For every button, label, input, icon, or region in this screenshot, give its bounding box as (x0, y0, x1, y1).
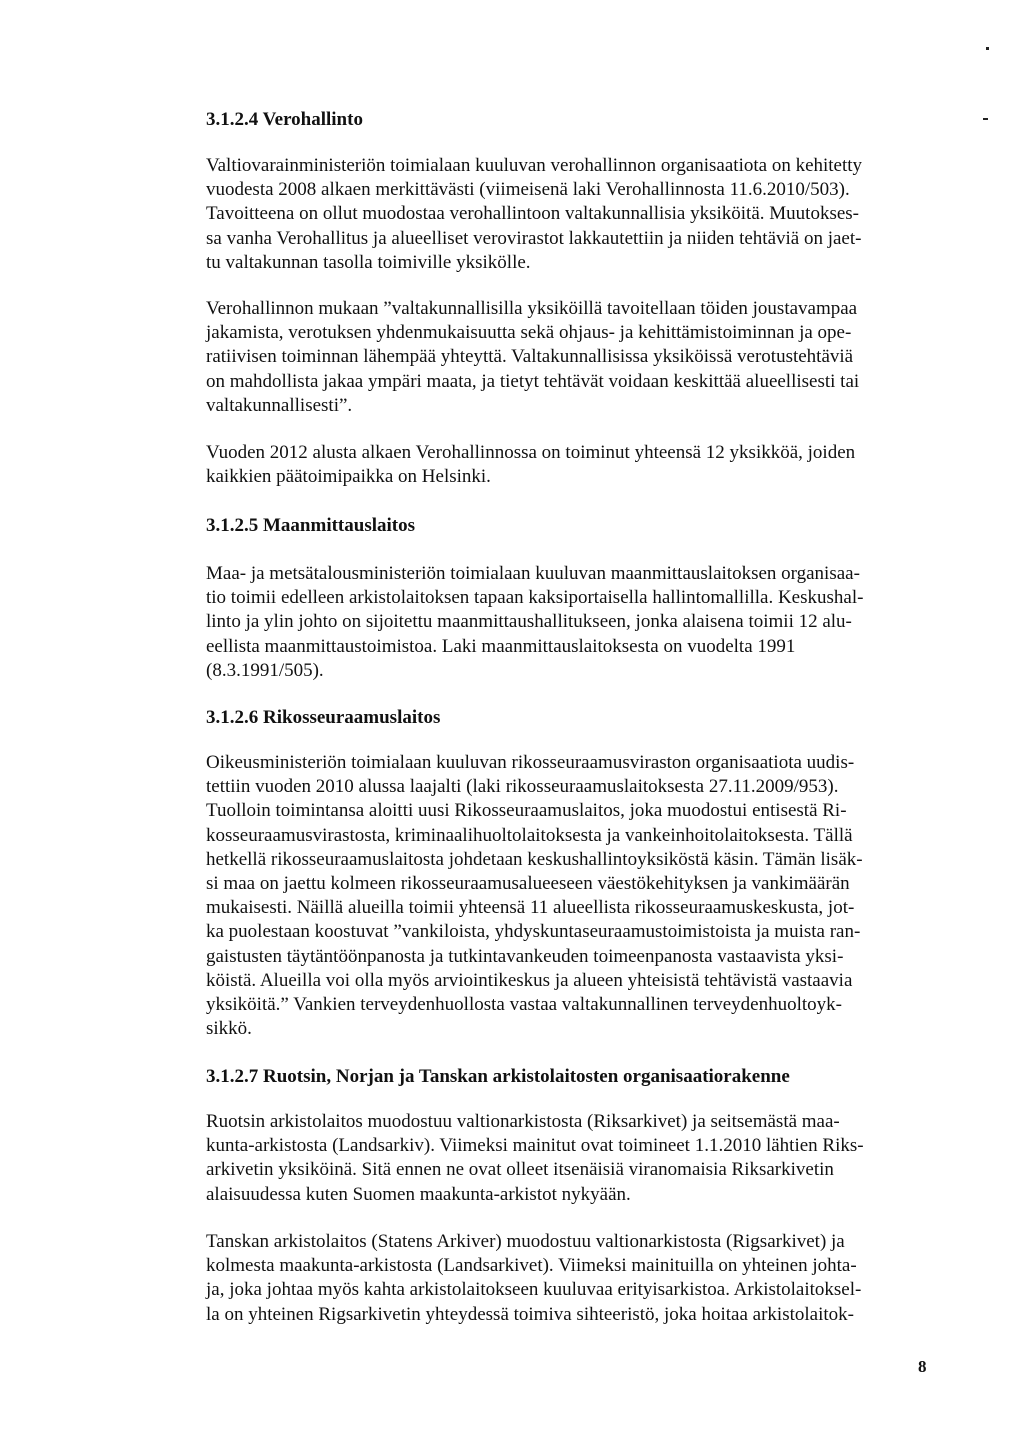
paragraph (206, 1110, 864, 1207)
text-line: yksiköitä.” Vankien terveydenhuollosta vastaa valtakunnallinen terveydenhuoltoyk- (206, 994, 842, 1016)
scan-speck (983, 118, 988, 120)
text-line: kaikkien päätoimipaikka on Helsinki. (206, 466, 491, 488)
text-line: kunta-arkistosta (Landsarkiv). Viimeksi mainitut ovat toimineet 1.1.2010 lähtien Riks- (206, 1135, 864, 1157)
text-line: tio toimii edelleen arkistolaitoksen tapaan kaksiportaisella hallintomallilla. Keskushal- (206, 587, 864, 609)
page-number: 8 (918, 1357, 927, 1376)
text-line: valtakunnallisesti”. (206, 394, 353, 416)
text-line: Vuoden 2012 alusta alkaen Verohallinnossa on toiminut yhteensä 12 yksikköä, joiden (206, 442, 856, 463)
text-line: sikkö. (206, 1018, 252, 1040)
text-line: linto ja ylin johto on sijoitettu maanmittaushallitukseen, jonka alaisena toimii 12 alu- (206, 611, 852, 633)
paragraph (206, 1230, 861, 1327)
text-line: ja, joka johtaa myös kahta arkistolaitokseen kuuluvaa erityisarkistoa. Arkistolaitoksel- (206, 1279, 862, 1301)
text-line: Maa- ja metsätalousministeriön toimialaan kuuluvan maanmittauslaitoksen organisaa- (206, 563, 860, 584)
text-line: Tuolloin toimintansa aloitti uusi Rikosseuraamuslaitos, joka muodostui entisestä Ri- (206, 800, 847, 822)
text-line: si maa on jaettu kolmeen rikosseuraamusalueeseen väestökehityksen ja vankimäärän (206, 873, 850, 895)
paragraph (206, 297, 859, 418)
text-line: tu valtakunnan tasolla toimiville yksikölle. (206, 251, 531, 273)
text-line: jakamista, verotuksen yhdenmukaisuutta sekä ohjaus- ja kehittämistoiminnan ja ope- (206, 322, 852, 344)
scan-speck (986, 47, 989, 50)
text-line: vuodesta 2008 alkaen merkittävästi (viimeisenä laki Verohallinnosta 11.6.2010/503). (206, 179, 850, 201)
paragraph (206, 441, 855, 489)
paragraph (206, 562, 863, 683)
text-line: Tavoitteena on ollut muodostaa verohallintoon valtakunnallisia yksiköitä. Muutokses- (206, 203, 859, 225)
text-line: la on yhteinen Rigsarkivetin yhteydessä toimiva sihteeristö, joka hoitaa arkistolaitok- (206, 1303, 854, 1325)
paragraph (206, 751, 863, 1041)
text-line: Tanskan arkistolaitos (Statens Arkiver) muodostuu valtionarkistosta (Rigsarkivet) ja (206, 1231, 845, 1252)
text-line: alaisuudessa kuten Suomen maakunta-arkistot nykyään. (206, 1183, 631, 1205)
text-line: mukaisesti. Näillä alueilla toimii yhteensä 11 alueellista rikosseuraamuskeskusta, jot- (206, 897, 855, 919)
text-line: hetkellä rikosseuraamuslaitosta johdetaan keskushallintoyksiköstä käsin. Tämän lisäk- (206, 848, 863, 870)
text-line: kosseuraamusvirastosta, kriminaalihuoltolaitoksesta ja vankeinhoitolaitoksesta. Tällä (206, 824, 853, 846)
text-line: Oikeusministeriön toimialaan kuuluvan rikosseuraamusviraston organisaatiota uudis- (206, 752, 855, 773)
text-line: kolmesta maakunta-arkistosta (Landsarkivet). Viimeksi mainituilla on yhteinen johta- (206, 1255, 857, 1277)
section-heading-verohallinto: 3.1.2.4 Verohallinto (206, 109, 363, 130)
text-line: ratiivisen toiminnan lähempää yhteyttä. Valtakunnallisissa yksiköissä verotustehtäviä (206, 346, 854, 368)
text-line: gaistusten täytäntöönpanosta ja tutkintavankeuden toimeenpanosta vastaavista yksi- (206, 945, 844, 967)
paragraph (206, 154, 862, 275)
text-line: on mahdollista jakaa ympäri maata, ja tietyt tehtävät voidaan keskittää alueellisesti tai (206, 370, 860, 392)
section-heading-maanmittauslaitos: 3.1.2.5 Maanmittauslaitos (206, 515, 415, 536)
text-line: sa vanha Verohallitus ja alueelliset verovirastot lakkautettiin ja niiden tehtäviä on jaet- (206, 227, 862, 249)
text-line: tettiin vuoden 2010 alussa laajalti (laki rikosseuraamuslaitoksesta 27.11.2009/953). (206, 776, 839, 798)
text-line: Valtiovarainministeriön toimialaan kuuluvan verohallinnon organisaatiota on kehitetty (206, 155, 863, 176)
text-line: arkivetin yksiköinä. Sitä ennen ne ovat olleet itsenäisiä viranomaisia Riksarkivetin (206, 1159, 834, 1181)
text-line: (8.3.1991/505). (206, 659, 324, 681)
section-heading-arkistolaitokset: 3.1.2.7 Ruotsin, Norjan ja Tanskan arkistolaitosten organisaatiorakenne (206, 1066, 790, 1087)
text-line: köistä. Alueilla voi olla myös arviointikeskus ja alueen yhteisistä tehtävistä vastaavia (206, 969, 853, 991)
section-heading-rikosseuraamuslaitos: 3.1.2.6 Rikosseuraamuslaitos (206, 707, 441, 728)
text-line: eellista maanmittaustoimistoa. Laki maanmittauslaitoksesta on vuodelta 1991 (206, 635, 796, 657)
text-line: ka puolestaan koostuvat ”vankiloista, yhdyskuntaseuraamustoimistoista ja muista ran- (206, 921, 861, 943)
text-line: Ruotsin arkistolaitos muodostuu valtionarkistosta (Riksarkivet) ja seitsemästä maa- (206, 1111, 840, 1132)
text-line: Verohallinnon mukaan ”valtakunnallisilla yksiköillä tavoitellaan töiden joustavampaa (206, 298, 858, 319)
